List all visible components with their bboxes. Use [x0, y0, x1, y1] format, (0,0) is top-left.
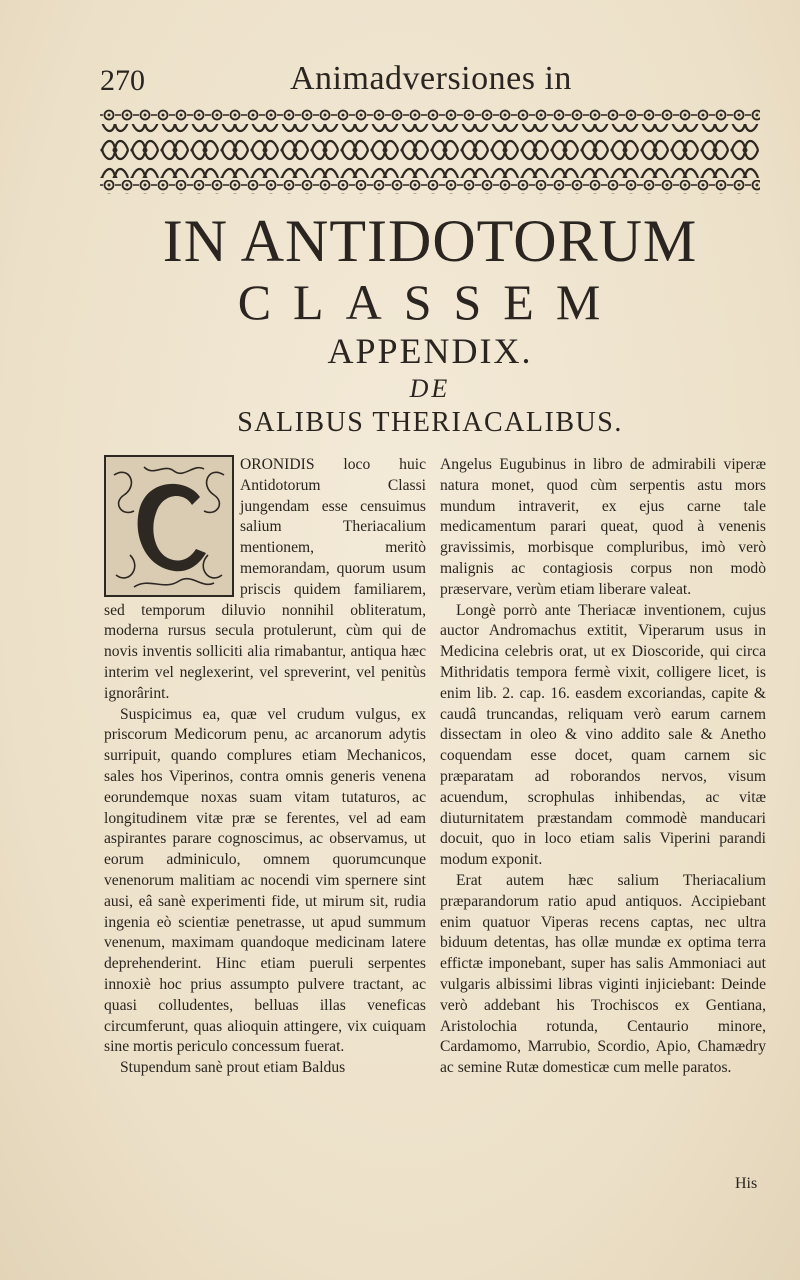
right-paragraph-1: Angelus Eugubinus in libro de admirabili viperæ natura monet, quod cùm serpentis astu mors mundum intraverit, ex ejus carne tale medicamentum parari queat, quod à venenis gravissimis, morbisque compluribus, imò verò malignis ac contagiosis corpus non modò præservare, verùm etiam liberare valeat. [440, 456, 766, 598]
catchword: His [735, 1175, 758, 1192]
page-number: 270 [100, 64, 145, 97]
title-line-4: DE [409, 374, 451, 403]
left-column [104, 455, 426, 1079]
running-title: Animadversiones in [290, 60, 572, 97]
left-paragraph-3: Stupendum sanè prout etiam Baldus [120, 1059, 346, 1077]
title-line-5: SALIBUS THERIACALIBUS. [237, 407, 623, 438]
right-paragraph-2: Longè porrò ante Theriacæ inventionem, cujus auctor Andromachus extitit, Viperarum usus in Medicina celebris orat, ut ex Dioscoride, qui circa Mithridatis tempora fermè vixit, colligere licet, is enim lib. 2. cap. 16. easdem excoriandas, capite & caudâ truncandas, reliquam verò earum carnem dissectam in oleo & vino addito sale & Anetho coquendam esse docet, quam carnem sic præparatam ad roborandos nervos, visum acuendum, scrophulas inhibendas, ac vitæ diuturnitatem præstandam commodè manducari docuit, quo in loco etiam salis Viperini parandi modum exponit. [440, 601, 766, 869]
title-line-3: APPENDIX. [327, 331, 533, 371]
title-line-2: CLASSEM [237, 274, 623, 330]
title-line-1: IN ANTIDOTORUM [162, 208, 698, 274]
right-paragraph-3: Erat autem hæc salium Theriacalium præparandorum ratio apud antiquos. Accipiebant enim quatuor Viperas recens captas, nec ultra biduum detentas, has ollæ mundæ ex optima terra effictæ imponebant, super has salis Ammoniaci aut vulgaris albissimi libras viginti injiciebant: Deinde verò addebant his Trochiscos ex Gentiana, Aristolochia rotunda, Centaurio minore, Cardamomo, Marrubio, Scordio, Apio, Chamædry ac seminе Rutæ domesticæ cum melle paratos. [440, 871, 766, 1077]
left-paragraph-1: ORONIDIS loco huic Antidotorum Classi jungendam esse censuimus salium Theriacalium mentionem, meritò memorandam, quorum usum priscis quidem familiarem, sed temporum diluvio nonnihil obliteratum, moderna rursus secula protulerunt, cùm qui de novis inventis solliciti alia rimabantur, antiqua hæc interim vel neglexerint, vel spreverint, vel penitùs ignorârint. [104, 456, 426, 702]
left-paragraph-2: Suspicimus ea, quæ vel crudum vulgus, ex priscorum Medicorum penu, ac arcanorum adytis surripuit, quando complures etiam Mechanicos, sales hos Viperinos, contra omnis generis venena eorundemque noxas suam vitam tutaturos, ac longitudinem vitæ præ se ferentes, vel ad eam aspirantes parare cognoscimus, ac observamus, ut eorum adminiculo, omnem quorumcunque venenorum malitiam ac nocendi vim spernere sint ausi, eâ sanè experimenti fide, ut mirum sit, rudia ingenia eò scientiæ penetrasse, ut apud summum venenum, maximam quandoque medicinam latere deprehenderint. Hinc etiam pueruli serpentes innoxiè hoc prius assumpto pulvere tractant, ac quasi colludentes, belluas illas veneficas circumferunt, quas alioquin attingere, vix cuiquam sine mortis periculo concessum fuerat. [104, 705, 426, 1056]
ornamental-headpiece [100, 108, 760, 194]
ornate-initial-c-icon [104, 455, 234, 597]
right-column [440, 455, 766, 1079]
